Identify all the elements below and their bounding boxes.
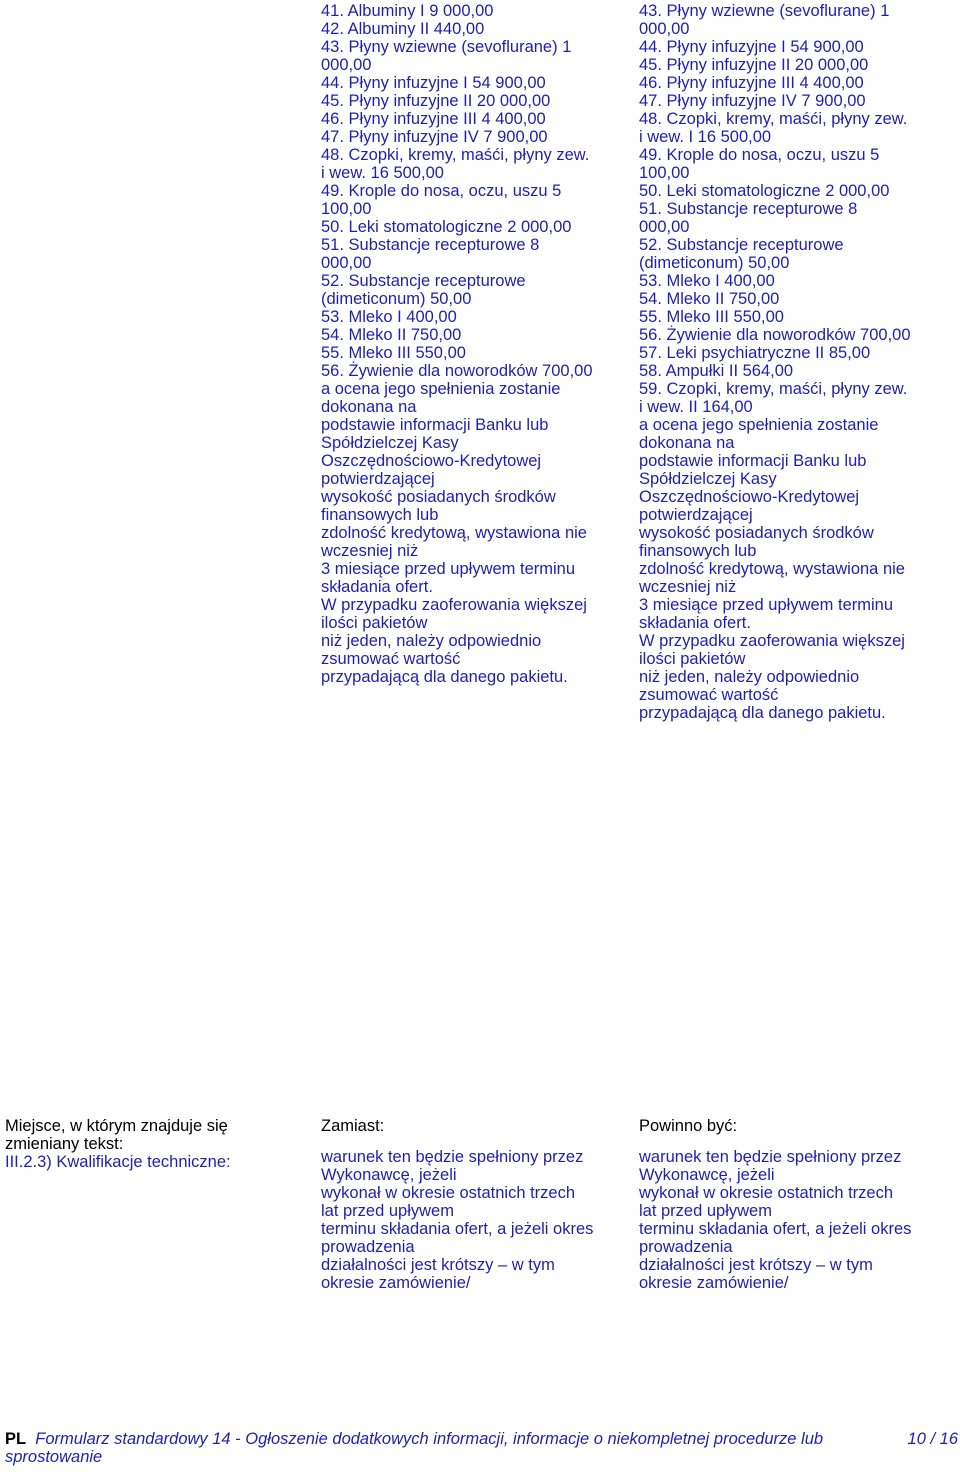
text-line: Miejsce, w którym znajduje się (5, 1117, 228, 1135)
text-line: potwierdzającej (639, 506, 753, 524)
text-line: wykonał w okresie ostatnich trzech (321, 1184, 576, 1202)
text-line: 44. Płyny infuzyjne I 54 900,00 (321, 74, 546, 92)
text-line: 50. Leki stomatologiczne 2 000,00 (321, 218, 572, 236)
powinno-text (639, 1148, 959, 1292)
text-line: 000,00 (639, 20, 690, 38)
text-line: i wew. II 164,00 (639, 398, 753, 416)
text-line: wysokość posiadanych środków (321, 488, 556, 506)
footer-form-title: Formularz standardowy 14 - Ogłoszenie dodatkowych informacji, informacje o niekompletnej procedurze lub (35, 1430, 824, 1448)
text-line: ilości pakietów (639, 650, 746, 668)
text-line: wykonał w okresie ostatnich trzech (639, 1184, 894, 1202)
text-line: 51. Substancje recepturowe 8 (321, 236, 540, 254)
text-line: 58. Ampułki II 564,00 (639, 362, 794, 380)
text-line: terminu składania ofert, a jeżeli okres (639, 1220, 912, 1238)
text-line: finansowych lub (639, 542, 757, 560)
text-line: a ocena jego spełnienia zostanie (321, 380, 561, 398)
text-line: 52. Substancje recepturowe (639, 236, 844, 254)
text-line: 46. Płyny infuzyjne III 4 400,00 (321, 110, 546, 128)
text-line: 44. Płyny infuzyjne I 54 900,00 (639, 38, 864, 56)
change-location-label (5, 1117, 305, 1171)
text-line: 53. Mleko I 400,00 (321, 308, 457, 326)
footer-language: PL (5, 1430, 27, 1448)
text-line: ilości pakietów (321, 614, 428, 632)
text-line: Wykonawcę, jeżeli (639, 1166, 775, 1184)
text-line: 56. Żywienie dla noworodków 700,00 (639, 326, 911, 344)
text-line: warunek ten będzie spełniony przez (639, 1148, 902, 1166)
text-line: W przypadku zaoferowania większej (639, 632, 905, 650)
text-line: działalności jest krótszy – w tym (639, 1256, 873, 1274)
text-line: 54. Mleko II 750,00 (639, 290, 780, 308)
text-line: lat przed upływem (639, 1202, 772, 1220)
text-line: i wew. I 16 500,00 (639, 128, 772, 146)
footer-form-title-cont: sprostowanie (5, 1448, 103, 1466)
text-line: niż jeden, należy odpowiednio (639, 668, 860, 686)
text-line: dokonana na (321, 398, 417, 416)
text-line: 49. Krople do nosa, oczu, uszu 5 (321, 182, 562, 200)
text-line: prowadzenia (639, 1238, 733, 1256)
original-text-column (321, 2, 637, 686)
text-line: wczesniej niż (639, 578, 737, 596)
text-line: niż jeden, należy odpowiednio (321, 632, 542, 650)
text-line: dokonana na (639, 434, 735, 452)
text-line: zsumować wartość (639, 686, 779, 704)
text-line: W przypadku zaoferowania większej (321, 596, 587, 614)
text-line: 3 miesiące przed upływem terminu (321, 560, 576, 578)
text-line: 47. Płyny infuzyjne IV 7 900,00 (639, 92, 866, 110)
text-line: podstawie informacji Banku lub (321, 416, 549, 434)
text-line: 48. Czopki, kremy, maśći, płyny zew. (321, 146, 590, 164)
text-line: przypadającą dla danego pakietu. (639, 704, 886, 722)
text-line: okresie zamówienie/ (321, 1274, 471, 1292)
text-line: okresie zamówienie/ (639, 1274, 789, 1292)
text-line: a ocena jego spełnienia zostanie (639, 416, 879, 434)
text-line: Spółdzielczej Kasy (639, 470, 777, 488)
text-line: lat przed upływem (321, 1202, 454, 1220)
text-line: 000,00 (321, 254, 372, 272)
text-line: 47. Płyny infuzyjne IV 7 900,00 (321, 128, 548, 146)
text-line: 55. Mleko III 550,00 (639, 308, 784, 326)
text-line: 41. Albuminy I 9 000,00 (321, 2, 494, 20)
text-line: 51. Substancje recepturowe 8 (639, 200, 858, 218)
text-line: zdolność kredytową, wystawiona nie (639, 560, 905, 578)
text-line: 45. Płyny infuzyjne II 20 000,00 (639, 56, 869, 74)
text-line: 42. Albuminy II 440,00 (321, 20, 485, 38)
powinno-heading: Powinno być: (639, 1117, 738, 1135)
text-line: finansowych lub (321, 506, 439, 524)
text-line: 43. Płyny wziewne (sevoflurane) 1 (321, 38, 572, 56)
text-line: 49. Krople do nosa, oczu, uszu 5 (639, 146, 880, 164)
text-line: 50. Leki stomatologiczne 2 000,00 (639, 182, 890, 200)
text-line: 54. Mleko II 750,00 (321, 326, 462, 344)
page-footer (5, 1430, 960, 1466)
text-line: 000,00 (321, 56, 372, 74)
text-line: przypadającą dla danego pakietu. (321, 668, 568, 686)
text-line: 57. Leki psychiatryczne II 85,00 (639, 344, 871, 362)
text-line: 59. Czopki, kremy, maśći, płyny zew. (639, 380, 908, 398)
text-line: terminu składania ofert, a jeżeli okres (321, 1220, 594, 1238)
text-line: zmieniany tekst: (5, 1135, 124, 1153)
text-line: 100,00 (639, 164, 690, 182)
page-number: 10 / 16 (907, 1430, 958, 1448)
text-line: 53. Mleko I 400,00 (639, 272, 775, 290)
text-line: Wykonawcę, jeżeli (321, 1166, 457, 1184)
text-line: 43. Płyny wziewne (sevoflurane) 1 (639, 2, 890, 20)
text-line: 100,00 (321, 200, 372, 218)
text-line: 52. Substancje recepturowe (321, 272, 526, 290)
text-line: i wew. 16 500,00 (321, 164, 444, 182)
text-line: 000,00 (639, 218, 690, 236)
text-line: zdolność kredytową, wystawiona nie (321, 524, 587, 542)
text-line: Spółdzielczej Kasy (321, 434, 459, 452)
corrected-text-column (639, 2, 959, 722)
text-line: wczesniej niż (321, 542, 419, 560)
text-line: Oszczędnościowo-Kredytowej (321, 452, 542, 470)
text-line: 3 miesiące przed upływem terminu (639, 596, 894, 614)
text-line: działalności jest krótszy – w tym (321, 1256, 555, 1274)
text-line: III.2.3) Kwalifikacje techniczne: (5, 1153, 231, 1171)
text-line: Oszczędnościowo-Kredytowej (639, 488, 860, 506)
text-line: warunek ten będzie spełniony przez (321, 1148, 584, 1166)
text-line: podstawie informacji Banku lub (639, 452, 867, 470)
text-line: potwierdzającej (321, 470, 435, 488)
text-line: (dimeticonum) 50,00 (321, 290, 472, 308)
text-line: wysokość posiadanych środków (639, 524, 874, 542)
text-line: prowadzenia (321, 1238, 415, 1256)
text-line: 55. Mleko III 550,00 (321, 344, 466, 362)
text-line: (dimeticonum) 50,00 (639, 254, 790, 272)
text-line: składania ofert. (639, 614, 751, 632)
zamiast-heading: Zamiast: (321, 1117, 385, 1135)
text-line: 45. Płyny infuzyjne II 20 000,00 (321, 92, 551, 110)
text-line: 48. Czopki, kremy, maśći, płyny zew. (639, 110, 908, 128)
text-line: 56. Żywienie dla noworodków 700,00 (321, 362, 593, 380)
text-line: 46. Płyny infuzyjne III 4 400,00 (639, 74, 864, 92)
zamiast-text (321, 1148, 637, 1292)
text-line: zsumować wartość (321, 650, 461, 668)
text-line: składania ofert. (321, 578, 433, 596)
